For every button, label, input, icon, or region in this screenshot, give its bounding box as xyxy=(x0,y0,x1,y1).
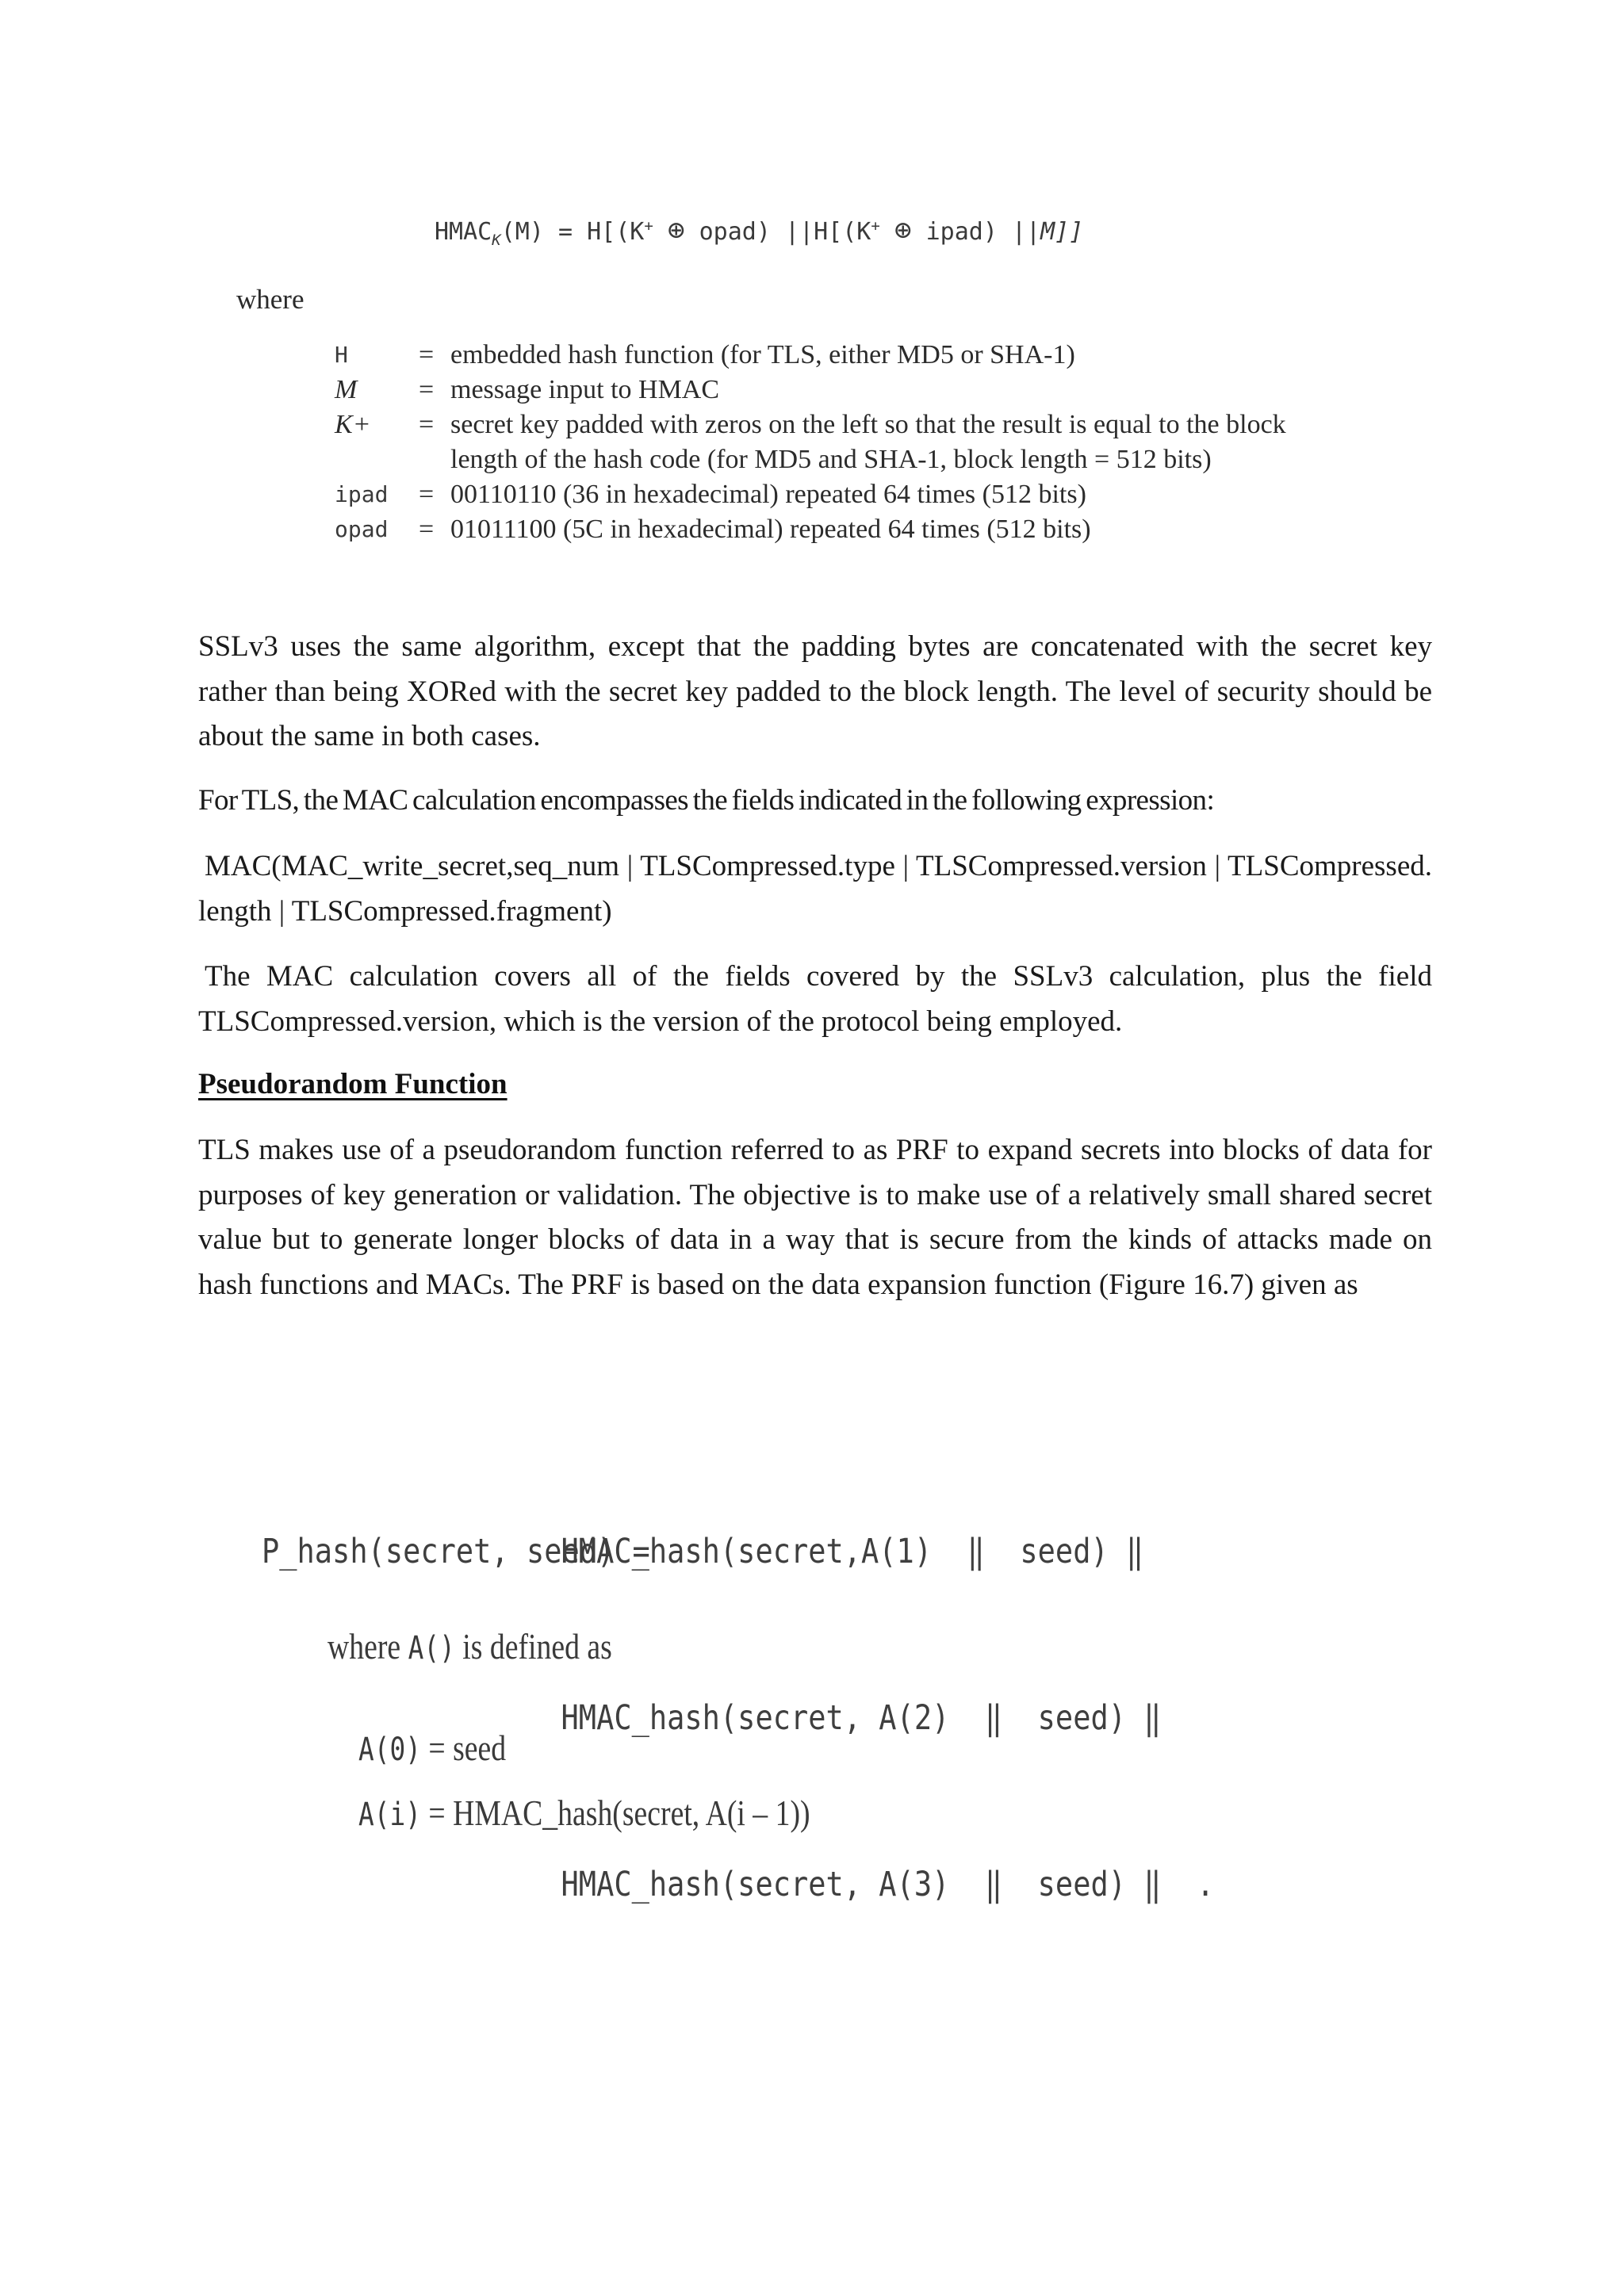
paragraph-sslv3: SSLv3 uses the same algorithm, except that the padding bytes are concatenated with the secret key rather than being XORed with the secret key padded to the block length. The level of security should be about the same in both cases. xyxy=(198,630,1432,752)
definition-list xyxy=(335,338,1291,547)
ai-definition xyxy=(358,1792,810,1834)
xor-symbol-1: ⊕ xyxy=(667,214,685,247)
definition-text: secret key padded with zeros on the left so that the result is equal to the block length of the hash code (for MD5 and SHA-1, block length = 512 bits) xyxy=(450,410,1286,474)
a0-lhs: A(0) xyxy=(358,1732,421,1768)
phash-formula xyxy=(262,1413,1214,1968)
hmac-lhs: HMAC xyxy=(435,218,492,246)
paragraph-mac-covers: The MAC calculation covers all of the fields covered by the SSLv3 calculation, plus the field TLSCompressed.version, which is the version of the protocol being employed. xyxy=(198,960,1432,1038)
definition-row-m xyxy=(335,373,1291,408)
definition-row-kplus xyxy=(335,408,1291,477)
hmac-eq: = xyxy=(557,218,573,246)
hmac-h2: H[(K xyxy=(814,218,871,246)
definition-text: 00110110 (36 in hexadecimal) repeated 64 times (512 bits) xyxy=(450,480,1086,509)
phash-line: HMAC_hash(secret, A(3) ‖ seed) ‖ . xyxy=(561,1865,1215,1904)
definition-symbol: ipad xyxy=(335,481,389,507)
definition-symbol: M xyxy=(335,375,358,404)
xor-symbol-2: ⊕ xyxy=(894,214,912,247)
definition-row-ipad xyxy=(335,477,1291,512)
where-a-after: is defined as xyxy=(454,1626,612,1667)
hmac-concat-2: || xyxy=(1011,218,1041,246)
hmac-h1: H[(K xyxy=(587,218,645,246)
definition-row-opad xyxy=(335,512,1291,547)
phash-lead: P_hash(secret, seed) = xyxy=(262,1532,668,1571)
hmac-kplus-2: + xyxy=(871,217,880,235)
hmac-formula xyxy=(435,214,1083,249)
phash-row-1 xyxy=(262,1524,1214,1579)
paragraph-tls-mac-intro: For TLS, the MAC calculation encompasses the fields indicated in the following expression: xyxy=(198,784,1215,817)
definition-eq: = xyxy=(419,410,435,439)
phash-row-3 xyxy=(262,1857,1214,1912)
definition-text: message input to HMAC xyxy=(450,375,720,404)
a0-rhs: = seed xyxy=(420,1728,507,1768)
definition-eq: = xyxy=(419,375,435,404)
hmac-ipad-part: ipad) xyxy=(925,218,998,246)
ai-lhs: A(i) xyxy=(358,1797,421,1833)
paragraph-mac-expression: MAC(MAC_write_secret,seq_num | TLSCompressed.type | TLSCompressed.version | TLSCompressed.length | TLSCompressed.fragment) xyxy=(198,850,1432,928)
hmac-m-close: M]] xyxy=(1040,218,1084,246)
definition-eq: = xyxy=(419,480,435,509)
a0-definition xyxy=(358,1727,506,1769)
where-a-label xyxy=(327,1625,612,1667)
definition-text: 01011100 (5C in hexadecimal) repeated 64 times (512 bits) xyxy=(450,515,1091,544)
hmac-concat-1: || xyxy=(784,218,814,246)
definition-row-h xyxy=(335,338,1291,373)
hmac-lhs-sub: K xyxy=(492,232,501,249)
where-a-mono: A() xyxy=(408,1630,455,1667)
definition-symbol: opad xyxy=(335,516,389,542)
definition-symbol: K+ xyxy=(335,410,371,439)
definition-text: embedded hash function (for TLS, either MD5 or SHA-1) xyxy=(450,340,1075,369)
hmac-opad-part: opad) xyxy=(699,218,771,246)
section-heading: Pseudorandom Function xyxy=(198,1068,508,1100)
definition-eq: = xyxy=(419,515,435,544)
definition-eq: = xyxy=(419,340,435,369)
phash-line: HMAC_hash(secret, A(2) ‖ seed) ‖ xyxy=(561,1698,1162,1738)
definition-symbol: H xyxy=(335,342,348,368)
ai-rhs: = HMAC_hash(secret, A(i – 1)) xyxy=(420,1793,810,1833)
hmac-lhs-arg: (M) xyxy=(500,218,544,246)
where-label: where xyxy=(236,284,304,315)
paragraph-prf: TLS makes use of a pseudorandom function referred to as PRF to expand secrets into blocks of data for purposes of key generation or validation. The objective is to make use of a relatively small shared secret value but to generate longer blocks of data in a way that is secure from the kinds of attacks made on hash functions and MACs. The PRF is based on the data expansion function (Figure 16.7) given as xyxy=(198,1134,1432,1301)
where-a-before: where xyxy=(327,1626,408,1667)
phash-line: HMAC_hash(secret,A(1) ‖ seed) ‖ xyxy=(561,1532,1144,1571)
hmac-kplus-1: + xyxy=(644,217,653,235)
